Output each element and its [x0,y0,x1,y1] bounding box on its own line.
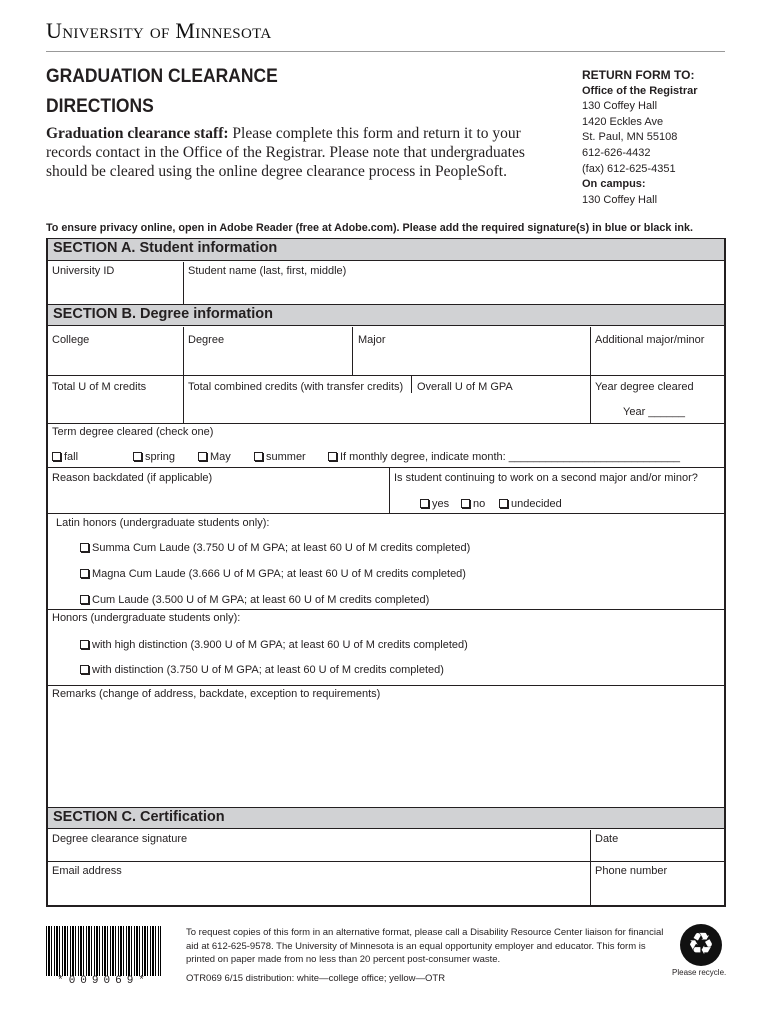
summa-checkbox[interactable]: Summa Cum Laude (3.750 U of M GPA; at least 60 U of M credits completed) [80,542,470,554]
distinction-checkbox[interactable]: with distinction (3.750 U of M GPA; at least 60 U of M credits completed) [80,664,444,676]
university-id-field[interactable]: University ID [52,265,115,277]
latin-honors-label: Latin honors (undergraduate students only): [56,517,270,529]
intro-text: Graduation clearance staff: Please complete this form and return it to your records contact in the Office of the Registrar. Please note that undergraduates should be cleared using the online degree clearance process in PeopleSoft. [46,125,525,180]
term-fall-checkbox[interactable]: fall [52,451,78,463]
term-summer-checkbox[interactable]: summer [254,451,306,463]
total-credits-field[interactable]: Total U of M credits [52,381,147,393]
major-field[interactable]: Major [358,334,386,346]
section-c-header: SECTION C. Certification [48,807,724,829]
degree-field[interactable]: Degree [188,334,225,346]
continuing-label: Is student continuing to work on a second major and/or minor? [394,472,698,484]
date-field[interactable]: Date [595,833,619,845]
barcode [46,926,161,976]
term-monthly-checkbox[interactable]: If monthly degree, indicate month: ____________________________ [328,451,680,463]
page-title: GRADUATION CLEARANCE DIRECTIONS [46,66,278,117]
recycle-label: Please recycle. [672,968,727,977]
university-logo: University of Minnesota [46,18,272,43]
phone-field[interactable]: Phone number [595,865,668,877]
term-may-checkbox[interactable]: May [198,451,231,463]
continuing-undecided-checkbox[interactable]: undecided [499,498,562,510]
reason-backdated-field[interactable]: Reason backdated (if applicable) [52,472,213,484]
continuing-yes-checkbox[interactable]: yes [420,498,449,510]
privacy-notice: To ensure privacy online, open in Adobe Reader (free at Adobe.com). Please add the required signature(s) in blue or black ink. [46,222,693,234]
signature-field[interactable]: Degree clearance signature [52,833,188,845]
magna-checkbox[interactable]: Magna Cum Laude (3.666 U of M GPA; at least 60 U of M credits completed) [80,568,466,580]
barcode-number: *009069* [57,975,150,987]
email-field[interactable]: Email address [52,865,122,877]
additional-major-field[interactable]: Additional major/minor [595,334,705,346]
honors-label: Honors (undergraduate students only): [52,612,241,624]
continuing-no-checkbox[interactable]: no [461,498,485,510]
term-label: Term degree cleared (check one) [52,426,214,438]
gpa-field[interactable]: Overall U of M GPA [417,381,513,393]
year-cleared-field[interactable]: Year degree cleared [595,381,694,393]
recycle-icon: ♻ [680,924,722,966]
return-address: RETURN FORM TO: Office of the Registrar 130 Coffey Hall 1420 Eckles Ave St. Paul, MN 55108 612-626-4432 (fax) 612-625-4351 On campus: 130 Coffey Hall [582,68,698,206]
combined-credits-field[interactable]: Total combined credits (with transfer credits) [188,381,404,393]
high-distinction-checkbox[interactable]: with high distinction (3.900 U of M GPA; at least 60 U of M credits completed) [80,639,468,651]
term-spring-checkbox[interactable]: spring [133,451,175,463]
section-b-header: SECTION B. Degree information [48,304,724,326]
year-input[interactable]: Year ______ [623,406,685,418]
cum-laude-checkbox[interactable]: Cum Laude (3.500 U of M GPA; at least 60 U of M credits completed) [80,594,429,606]
student-name-field[interactable]: Student name (last, first, middle) [188,265,347,277]
college-field[interactable]: College [52,334,90,346]
clearance-form [46,238,726,907]
remarks-field[interactable]: Remarks (change of address, backdate, exception to requirements) [52,688,381,700]
section-a-header: SECTION A. Student information [48,239,724,261]
divider [46,51,725,52]
footer-text: To request copies of this form in an alternative format, please call a Disability Resource Center liaison for financial aid at 612-625-9578. The University of Minnesota is an equal opportunity employer and educator. This form is printed on paper made from no less than 20 percent post-consumer waste. OTR069 6/15 distribution: white—college office; yellow—OTR [186,927,664,984]
